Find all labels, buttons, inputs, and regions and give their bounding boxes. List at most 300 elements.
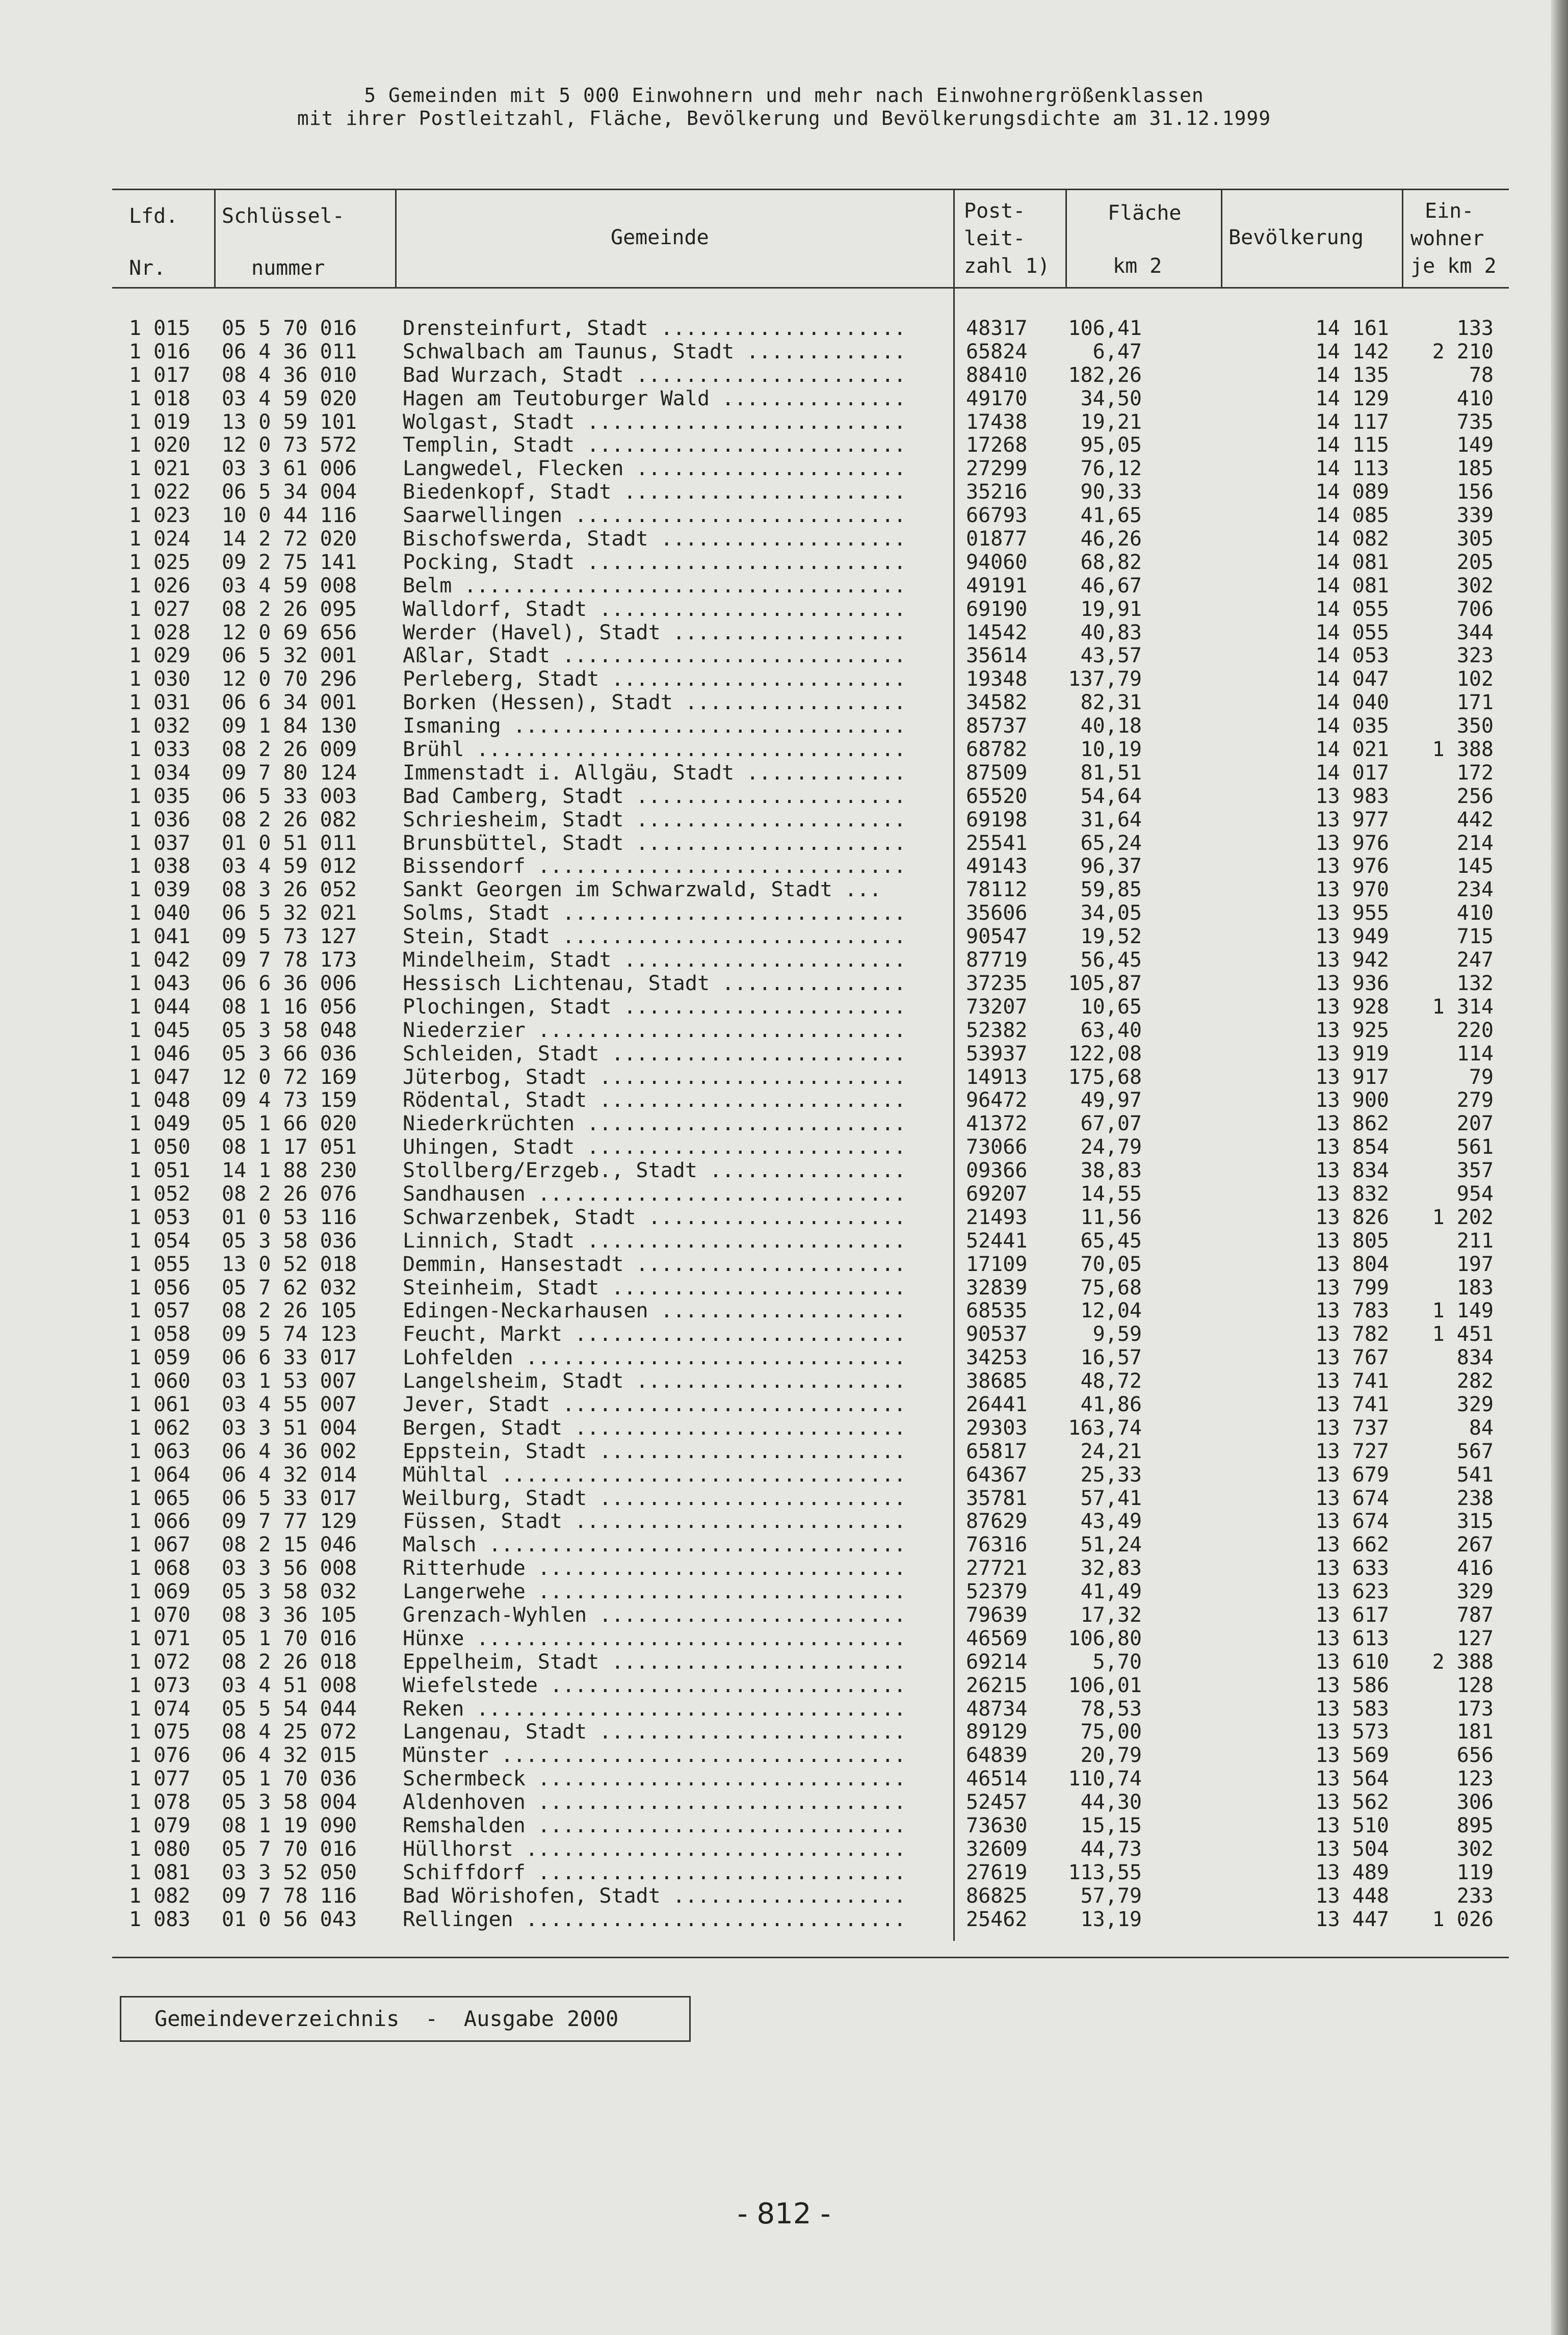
row-plz: 01877 [966, 527, 1028, 551]
row-population: 13 900 [1315, 1088, 1389, 1112]
row-lfd: 1 040 [129, 901, 191, 925]
row-lfd: 1 038 [129, 854, 191, 878]
row-lfd: 1 061 [129, 1392, 191, 1416]
row-name: Templin, Stadt .......................... [403, 434, 906, 457]
table-row [112, 972, 1509, 996]
table-row [112, 575, 1509, 598]
row-area: 43,49 [1080, 1510, 1142, 1534]
row-population: 13 741 [1315, 1392, 1389, 1416]
row-density: 416 [1456, 1556, 1494, 1580]
row-key: 08 2 26 076 [222, 1182, 357, 1206]
row-name: Mühltal ................................. [403, 1463, 906, 1487]
row-area: 78,53 [1080, 1697, 1142, 1721]
table-row [112, 1580, 1509, 1604]
table-row [112, 1183, 1509, 1206]
row-name: Immenstadt i. Allgäu, Stadt ............. [403, 761, 906, 785]
row-population: 13 949 [1315, 925, 1389, 949]
row-key: 09 7 78 173 [222, 948, 357, 972]
row-key: 08 1 16 056 [222, 995, 357, 1019]
row-key: 05 3 58 048 [222, 1018, 357, 1042]
row-name: Bad Wörishofen, Stadt ................... [403, 1884, 906, 1908]
row-area: 44,30 [1080, 1791, 1142, 1814]
row-population: 13 573 [1315, 1720, 1389, 1744]
row-plz: 32839 [966, 1276, 1028, 1300]
row-area: 41,86 [1080, 1392, 1142, 1416]
row-area: 34,05 [1080, 901, 1142, 925]
table-row [112, 832, 1509, 855]
row-name: Bissendorf .............................. [403, 855, 906, 878]
row-population: 13 586 [1315, 1673, 1389, 1697]
row-density: 1 202 [1432, 1205, 1494, 1229]
row-key: 05 7 70 016 [222, 1837, 357, 1861]
row-area: 19,21 [1080, 410, 1142, 434]
row-plz: 66793 [966, 504, 1028, 528]
row-key: 06 4 32 015 [222, 1744, 357, 1768]
table-row [112, 1370, 1509, 1393]
row-population: 13 447 [1315, 1907, 1389, 1931]
row-key: 05 3 58 036 [222, 1229, 357, 1253]
row-density: 102 [1456, 667, 1494, 691]
row-key: 03 3 51 004 [222, 1416, 357, 1440]
row-population: 13 448 [1315, 1884, 1389, 1908]
row-lfd: 1 059 [129, 1346, 191, 1370]
row-key: 09 7 80 124 [222, 761, 357, 785]
row-name: Schwalbach am Taunus, Stadt ............. [403, 340, 906, 364]
row-density: 279 [1456, 1088, 1494, 1112]
header-key-line-1: Schlüssel- [222, 204, 345, 228]
table-row [112, 1136, 1509, 1159]
row-population: 13 504 [1315, 1837, 1389, 1861]
row-lfd: 1 064 [129, 1463, 191, 1487]
row-density: 706 [1456, 597, 1494, 621]
row-area: 49,97 [1080, 1088, 1142, 1112]
row-plz: 87629 [966, 1510, 1028, 1534]
row-plz: 73630 [966, 1814, 1028, 1837]
row-name: Wolgast, Stadt .......................... [403, 410, 906, 434]
row-lfd: 1 079 [129, 1814, 191, 1837]
row-density: 119 [1456, 1860, 1494, 1884]
header-key-line-2: nummer [251, 256, 325, 280]
row-name: Rödental, Stadt ......................... [403, 1089, 906, 1112]
row-density: 329 [1456, 1392, 1494, 1416]
row-name: Bergen, Stadt ........................... [403, 1416, 906, 1440]
row-name: Bad Wurzach, Stadt ...................... [403, 364, 906, 387]
row-plz: 52379 [966, 1580, 1028, 1604]
row-name: Füssen, Stadt ........................... [403, 1510, 906, 1534]
row-key: 06 5 32 021 [222, 901, 357, 925]
row-lfd: 1 044 [129, 995, 191, 1019]
row-key: 12 0 70 296 [222, 667, 357, 691]
row-plz: 41372 [966, 1112, 1028, 1136]
row-name: Stein, Stadt ............................ [403, 925, 906, 949]
row-plz: 73207 [966, 995, 1028, 1019]
row-plz: 21493 [966, 1205, 1028, 1229]
row-plz: 49170 [966, 386, 1028, 410]
row-name: Plochingen, Stadt ....................... [403, 995, 906, 1019]
row-lfd: 1 082 [129, 1884, 191, 1908]
row-plz: 46514 [966, 1767, 1028, 1791]
row-plz: 69214 [966, 1650, 1028, 1674]
row-density: 145 [1456, 854, 1494, 878]
row-name: Schwarzenbek, Stadt ..................... [403, 1206, 906, 1229]
row-key: 13 0 59 101 [222, 410, 357, 434]
row-lfd: 1 024 [129, 527, 191, 551]
row-density: 183 [1456, 1276, 1494, 1300]
row-key: 01 0 51 011 [222, 831, 357, 855]
row-lfd: 1 070 [129, 1603, 191, 1627]
row-key: 08 2 26 105 [222, 1299, 357, 1323]
row-plz: 52457 [966, 1791, 1028, 1814]
row-lfd: 1 029 [129, 644, 191, 668]
row-population: 13 617 [1315, 1603, 1389, 1627]
row-area: 15,15 [1080, 1814, 1142, 1837]
row-plz: 49191 [966, 574, 1028, 598]
header-dens-line-1: Ein- [1425, 199, 1474, 223]
row-density: 410 [1456, 901, 1494, 925]
row-population: 13 826 [1315, 1205, 1389, 1229]
header-area [1065, 190, 1222, 287]
table-row [112, 504, 1509, 528]
row-plz: 65817 [966, 1439, 1028, 1463]
row-population: 13 623 [1315, 1580, 1389, 1604]
row-population: 14 035 [1315, 714, 1389, 738]
table-row [112, 1440, 1509, 1464]
row-name: Belm .................................... [403, 574, 906, 598]
row-density: 787 [1456, 1603, 1494, 1627]
row-key: 08 2 26 009 [222, 738, 357, 762]
row-population: 13 977 [1315, 808, 1389, 832]
row-name: Langelsheim, Stadt ...................... [403, 1370, 906, 1393]
row-key: 09 5 74 123 [222, 1322, 357, 1346]
row-density: 715 [1456, 925, 1494, 949]
row-plz: 27299 [966, 457, 1028, 481]
row-lfd: 1 073 [129, 1673, 191, 1697]
row-plz: 14913 [966, 1065, 1028, 1089]
row-plz: 96472 [966, 1088, 1028, 1112]
row-lfd: 1 050 [129, 1135, 191, 1159]
row-area: 24,21 [1080, 1439, 1142, 1463]
row-key: 09 7 78 116 [222, 1884, 357, 1908]
table-row [112, 1674, 1509, 1698]
row-plz: 64839 [966, 1744, 1028, 1768]
row-key: 08 2 15 046 [222, 1533, 357, 1557]
row-name: Biedenkopf, Stadt ....................... [403, 481, 906, 504]
row-area: 17,32 [1080, 1603, 1142, 1627]
row-population: 14 017 [1315, 761, 1389, 785]
row-density: 895 [1456, 1814, 1494, 1837]
row-density: 2 210 [1432, 340, 1494, 364]
row-density: 197 [1456, 1252, 1494, 1276]
row-name: Schermbeck .............................. [403, 1768, 906, 1791]
row-area: 75,00 [1080, 1720, 1142, 1744]
row-key: 06 6 34 001 [222, 691, 357, 715]
header-area-line-2: km 2 [1113, 254, 1162, 278]
table-row [112, 1206, 1509, 1230]
row-population: 13 976 [1315, 831, 1389, 855]
row-population: 13 832 [1315, 1182, 1389, 1206]
row-density: 344 [1456, 620, 1494, 644]
row-key: 14 1 88 230 [222, 1159, 357, 1183]
row-lfd: 1 052 [129, 1182, 191, 1206]
row-name: Grenzach-Wyhlen ......................... [403, 1603, 906, 1627]
header-lfd [112, 190, 214, 287]
row-lfd: 1 056 [129, 1276, 191, 1300]
row-lfd: 1 074 [129, 1697, 191, 1721]
row-lfd: 1 031 [129, 691, 191, 715]
row-population: 14 082 [1315, 527, 1389, 551]
row-area: 65,45 [1080, 1229, 1142, 1253]
row-key: 09 1 84 130 [222, 714, 357, 738]
row-name: Jüterbog, Stadt ......................... [403, 1066, 906, 1089]
row-name: Bad Camberg, Stadt ...................... [403, 785, 906, 808]
row-lfd: 1 072 [129, 1650, 191, 1674]
row-key: 03 3 52 050 [222, 1860, 357, 1884]
row-density: 1 451 [1432, 1322, 1494, 1346]
row-plz: 19348 [966, 667, 1028, 691]
header-area-line-1: Fläche [1108, 201, 1182, 225]
table-row [112, 1627, 1509, 1651]
row-area: 65,24 [1080, 831, 1142, 855]
row-key: 03 1 53 007 [222, 1369, 357, 1393]
table-row [112, 1510, 1509, 1534]
row-area: 46,26 [1080, 527, 1142, 551]
row-plz: 85737 [966, 714, 1028, 738]
row-density: 123 [1456, 1767, 1494, 1791]
row-key: 06 4 32 014 [222, 1463, 357, 1487]
row-area: 20,79 [1080, 1744, 1142, 1768]
row-area: 163,74 [1068, 1416, 1142, 1440]
row-population: 14 055 [1315, 620, 1389, 644]
table-row [112, 598, 1509, 621]
row-key: 05 3 66 036 [222, 1042, 357, 1066]
row-lfd: 1 042 [129, 948, 191, 972]
row-lfd: 1 080 [129, 1837, 191, 1861]
row-plz: 35781 [966, 1486, 1028, 1510]
row-lfd: 1 057 [129, 1299, 191, 1323]
table-row [112, 809, 1509, 832]
table-row [112, 1698, 1509, 1721]
row-area: 96,37 [1080, 854, 1142, 878]
row-density: 84 [1469, 1416, 1494, 1440]
row-density: 561 [1456, 1135, 1494, 1159]
row-plz: 68782 [966, 738, 1028, 762]
row-lfd: 1 027 [129, 597, 191, 621]
row-density: 442 [1456, 808, 1494, 832]
table-bottom-rule [112, 1957, 1509, 1958]
row-population: 13 662 [1315, 1533, 1389, 1557]
table-row [112, 1066, 1509, 1089]
row-key: 12 0 72 169 [222, 1065, 357, 1089]
row-population: 13 983 [1315, 784, 1389, 808]
row-lfd: 1 055 [129, 1252, 191, 1276]
row-name: Mindelheim, Stadt ....................... [403, 949, 906, 972]
row-density: 350 [1456, 714, 1494, 738]
row-name: Sankt Georgen im Schwarzwald, Stadt ... [403, 878, 882, 902]
row-name: Remshalden .............................. [403, 1814, 906, 1837]
row-population: 13 737 [1315, 1416, 1389, 1440]
row-density: 233 [1456, 1884, 1494, 1908]
row-area: 48,72 [1080, 1369, 1142, 1393]
header-lfd-line-2: Nr. [129, 256, 166, 280]
row-lfd: 1 025 [129, 550, 191, 574]
row-name: Borken (Hessen), Stadt .................. [403, 691, 906, 715]
row-density: 1 149 [1432, 1299, 1494, 1323]
row-lfd: 1 032 [129, 714, 191, 738]
table-row [112, 925, 1509, 949]
row-area: 106,41 [1068, 317, 1142, 340]
row-population: 14 047 [1315, 667, 1389, 691]
table-row [112, 1534, 1509, 1557]
header-dens-line-3: je km 2 [1410, 254, 1497, 278]
row-density: 256 [1456, 784, 1494, 808]
row-density: 78 [1469, 363, 1494, 387]
row-key: 08 3 26 052 [222, 878, 357, 902]
row-key: 01 0 56 043 [222, 1907, 357, 1931]
row-area: 12,04 [1080, 1299, 1142, 1323]
row-lfd: 1 053 [129, 1205, 191, 1229]
table-row [112, 1159, 1509, 1183]
row-density: 1 314 [1432, 995, 1494, 1019]
row-area: 38,83 [1080, 1159, 1142, 1183]
row-plz: 48734 [966, 1697, 1028, 1721]
row-population: 13 613 [1315, 1626, 1389, 1650]
row-plz: 37235 [966, 971, 1028, 995]
table-row [112, 481, 1509, 504]
table-row [112, 902, 1509, 925]
row-name: Niederzier .............................. [403, 1019, 906, 1042]
row-population: 13 510 [1315, 1814, 1389, 1837]
row-lfd: 1 018 [129, 386, 191, 410]
row-area: 19,52 [1080, 925, 1142, 949]
row-lfd: 1 041 [129, 925, 191, 949]
table-row [112, 1814, 1509, 1838]
row-area: 5,70 [1092, 1650, 1142, 1674]
row-lfd: 1 023 [129, 504, 191, 528]
table-row [112, 762, 1509, 785]
table-row [112, 551, 1509, 575]
row-area: 75,68 [1080, 1276, 1142, 1300]
row-plz: 69207 [966, 1182, 1028, 1206]
row-key: 08 2 26 018 [222, 1650, 357, 1674]
row-density: 302 [1456, 574, 1494, 598]
row-key: 09 4 73 159 [222, 1088, 357, 1112]
row-density: 1 026 [1432, 1907, 1494, 1931]
row-key: 05 7 62 032 [222, 1276, 357, 1300]
table-row [112, 1019, 1509, 1043]
row-density: 656 [1456, 1744, 1494, 1768]
row-area: 43,57 [1080, 644, 1142, 668]
row-density: 541 [1456, 1463, 1494, 1487]
row-density: 954 [1456, 1182, 1494, 1206]
table-row [112, 1300, 1509, 1323]
row-key: 06 4 36 011 [222, 340, 357, 364]
row-density: 567 [1456, 1439, 1494, 1463]
row-area: 6,47 [1092, 340, 1142, 364]
row-density: 834 [1456, 1346, 1494, 1370]
table-row [112, 1908, 1509, 1932]
table-row [112, 528, 1509, 551]
table-row [112, 1885, 1509, 1908]
row-density: 357 [1456, 1159, 1494, 1183]
table-row [112, 1417, 1509, 1440]
header-pop-label: Bevölkerung [1229, 226, 1364, 249]
row-plz: 87509 [966, 761, 1028, 785]
row-population: 14 142 [1315, 340, 1389, 364]
row-name: Lohfelden ............................... [403, 1346, 906, 1370]
row-area: 106,80 [1068, 1626, 1142, 1650]
row-lfd: 1 037 [129, 831, 191, 855]
row-plz: 86825 [966, 1884, 1028, 1908]
row-name: Ritterhude .............................. [403, 1557, 906, 1580]
row-name: Aldenhoven .............................. [403, 1791, 906, 1814]
row-key: 03 4 59 020 [222, 386, 357, 410]
row-name: Hagen am Teutoburger Wald ............... [403, 387, 906, 410]
table-row [112, 1744, 1509, 1768]
row-lfd: 1 036 [129, 808, 191, 832]
table-row [112, 785, 1509, 809]
row-name: Langwedel, Flecken ...................... [403, 457, 906, 481]
row-plz: 29303 [966, 1416, 1028, 1440]
row-name: Drensteinfurt, Stadt .................... [403, 317, 906, 340]
row-density: 181 [1456, 1720, 1494, 1744]
row-density: 128 [1456, 1673, 1494, 1697]
row-name: Bischofswerda, Stadt .................... [403, 528, 906, 551]
row-lfd: 1 066 [129, 1510, 191, 1534]
table-row [112, 738, 1509, 762]
footer-publication-box: Gemeindeverzeichnis - Ausgabe 2000 [120, 1996, 691, 2042]
row-density: 185 [1456, 457, 1494, 481]
row-plz: 38685 [966, 1369, 1028, 1393]
table-row [112, 1791, 1509, 1814]
table-row [112, 1464, 1509, 1487]
row-area: 24,79 [1080, 1135, 1142, 1159]
row-population: 13 727 [1315, 1439, 1389, 1463]
row-density: 234 [1456, 878, 1494, 902]
row-name: Saarwellingen ........................... [403, 504, 906, 528]
row-plz: 89129 [966, 1720, 1028, 1744]
row-population: 14 040 [1315, 691, 1389, 715]
row-density: 305 [1456, 527, 1494, 551]
row-name: Wiefelstede ............................. [403, 1674, 906, 1697]
row-area: 13,19 [1080, 1907, 1142, 1931]
row-lfd: 1 069 [129, 1580, 191, 1604]
row-population: 13 976 [1315, 854, 1389, 878]
row-population: 13 834 [1315, 1159, 1389, 1183]
row-lfd: 1 068 [129, 1556, 191, 1580]
row-name: Walldorf, Stadt ......................... [403, 598, 906, 621]
row-area: 40,18 [1080, 714, 1142, 738]
row-area: 175,68 [1068, 1065, 1142, 1089]
row-plz: 76316 [966, 1533, 1028, 1557]
row-density: 302 [1456, 1837, 1494, 1861]
row-population: 13 562 [1315, 1791, 1389, 1814]
row-lfd: 1 083 [129, 1907, 191, 1931]
row-plz: 26441 [966, 1392, 1028, 1416]
row-lfd: 1 067 [129, 1533, 191, 1557]
row-area: 137,79 [1068, 667, 1142, 691]
header-name [395, 190, 955, 287]
row-area: 57,41 [1080, 1486, 1142, 1510]
row-lfd: 1 063 [129, 1439, 191, 1463]
table-row [112, 1768, 1509, 1791]
row-lfd: 1 051 [129, 1159, 191, 1183]
row-plz: 73066 [966, 1135, 1028, 1159]
row-area: 41,65 [1080, 504, 1142, 528]
row-plz: 17438 [966, 410, 1028, 434]
row-density: 133 [1456, 317, 1494, 340]
row-population: 13 925 [1315, 1018, 1389, 1042]
row-area: 11,56 [1080, 1205, 1142, 1229]
